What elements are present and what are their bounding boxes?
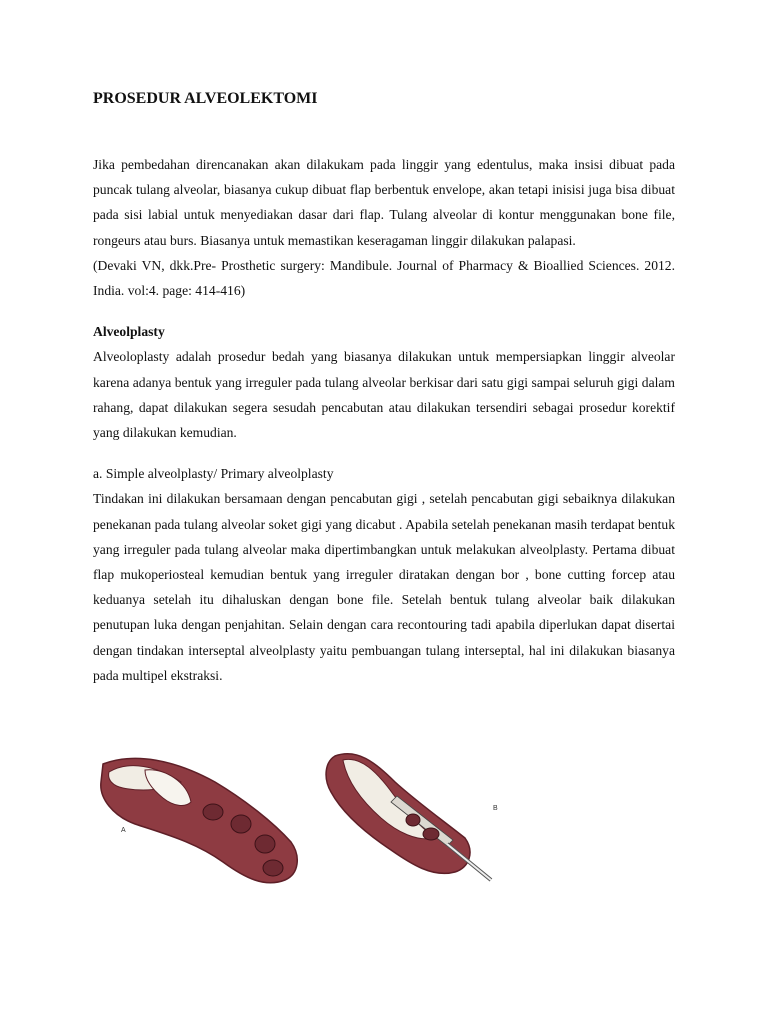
panel-a xyxy=(101,758,297,882)
figure-label-b: B xyxy=(493,805,498,812)
surgical-illustration xyxy=(95,742,515,890)
document-body xyxy=(93,86,675,688)
alveolplasty-paragraph: Alveoloplasty adalah prosedur bedah yang biasanya dilakukan untuk mempersiapkan linggir alveolar karena adanya bentuk yang irreguler pada tulang alveolar berkisar dari satu gigi sampai seluruh gigi dalam rahang, dapat dilakukan segera sesudah pencabutan atau dilakukan tersendiri sebagai prosedur korektif yang dilakukan kemudian. xyxy=(93,349,675,441)
simple-alveolplasty-paragraph: Tindakan ini dilakukan bersamaan dengan pencabutan gigi , setelah pencabutan gigi sebaiknya dilakukan penekanan pada tulang alveolar soket gigi yang dicabut . Apabila setelah penekanan masih terdapat bentuk yang irreguler pada tulang alveolar maka dipertimbangkan untuk melakukan alveolplasty. Pertama dibuat flap mukoperiosteal kemudian bentuk yang irreguler diratakan dengan bor , bone cutting forcep atau keduanya setelah itu dihaluskan dengan bone file. Setelah bentuk tulang alveolar baik dilakukan penutupan luka dengan penjahitan. Selain dengan cara recontouring tadi apabila diperlukan dapat disertai dengan tindakan interseptal alveolplasty yaitu pembuangan tulang interseptal, hal ini dilakukan biasanya pada multipel ekstraksi. xyxy=(93,491,675,683)
alveoloplasty-illustration xyxy=(95,742,515,890)
subsection-heading-simple: a. Simple alveolplasty/ Primary alveolplasty xyxy=(93,466,334,482)
section-heading-alveolplasty: Alveolplasty xyxy=(93,324,165,340)
citation: (Devaki VN, dkk.Pre- Prosthetic surgery: Mandibule. Journal of Pharmacy & Bioallied Sciences. 2012. India. vol:4. page: 414-416) xyxy=(93,257,675,299)
panel-b xyxy=(326,754,498,880)
page-title: PROSEDUR ALVEOLEKTOMI xyxy=(93,90,318,107)
figure-label-a: A xyxy=(121,827,126,834)
intro-paragraph: Jika pembedahan direncanakan akan dilakukam pada linggir yang edentulus, maka insisi dibuat pada puncak tulang alveolar, biasanya cukup dibuat flap berbentuk envelope, akan tetapi inisisi juga bisa dibuat pada sisi labial untuk menyediakan dasar dari flap. Tulang alveolar di kontur menggunakan bone file, rongeurs atau burs. Biasanya untuk memastikan keseragaman linggir dilakukan palapasi. xyxy=(93,157,675,248)
